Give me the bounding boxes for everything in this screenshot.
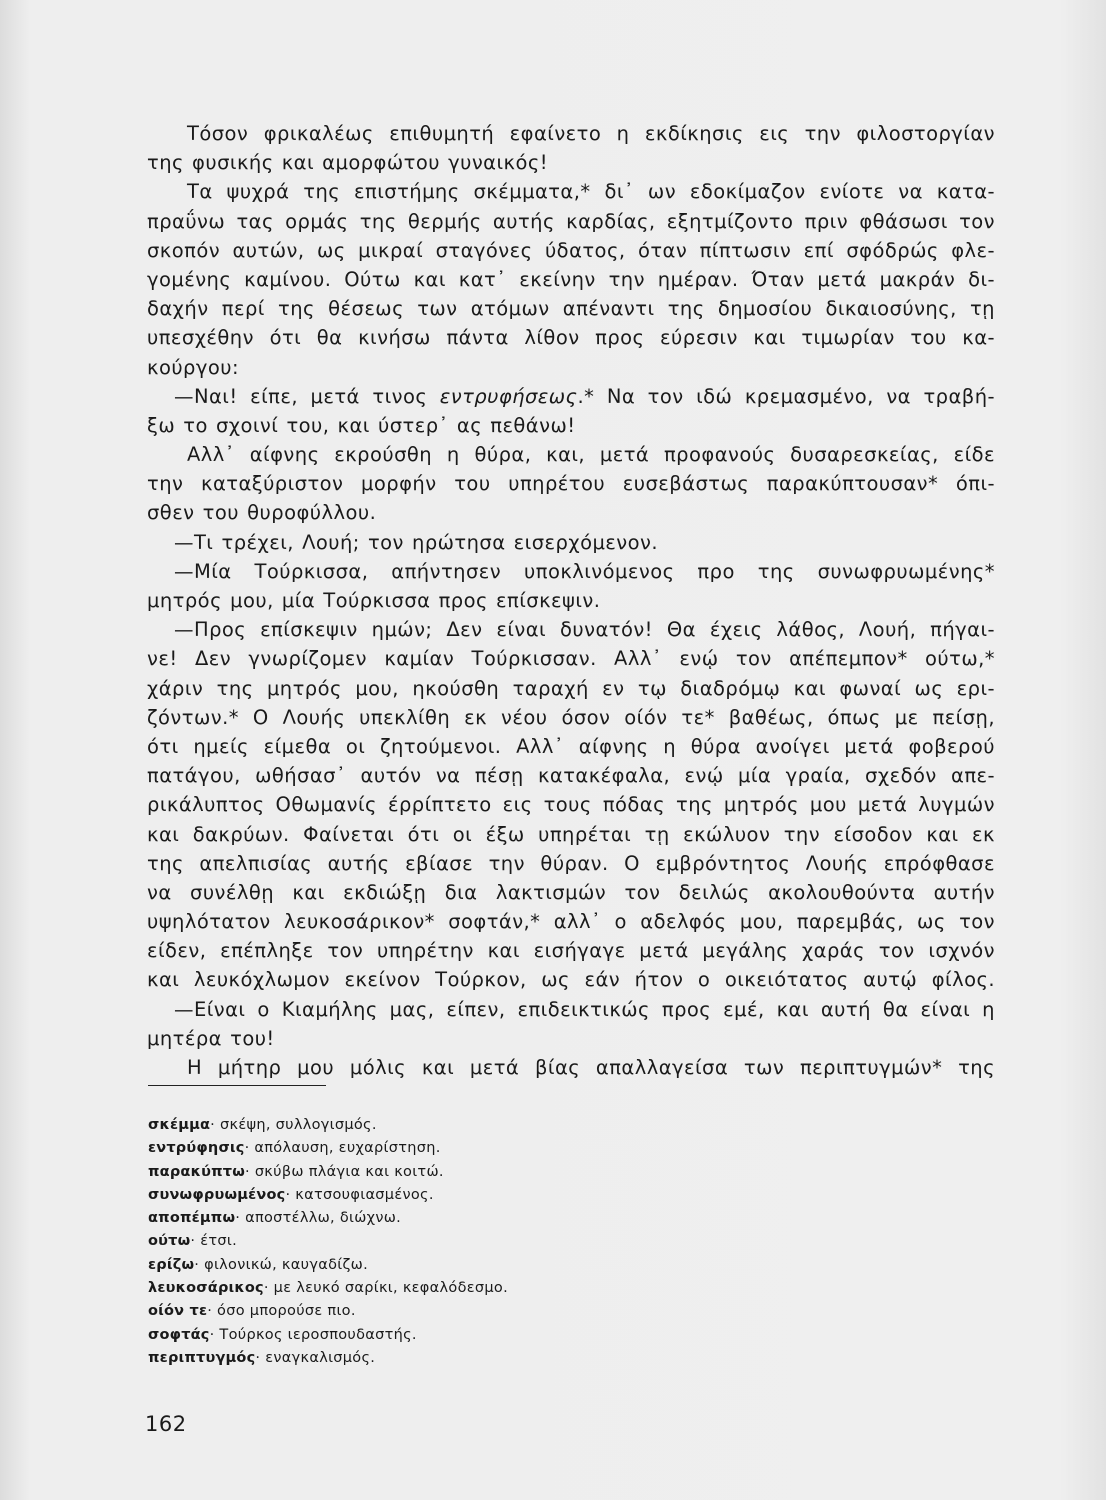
footnote-term: εντρύφησις	[148, 1140, 245, 1157]
text-line: —Προς επίσκεψιν ημών; Δεν είναι δυνατόν! Θα έχεις λάθος, Λουή, πήγαι-	[174, 618, 995, 642]
text-line	[147, 382, 995, 411]
text-line: ξω το σχοινί του, και ύστερ᾽ ας πεθάνω!	[147, 413, 576, 437]
footnote-definition: · Τούρκος ιεροσπουδαστής.	[209, 1326, 417, 1343]
text-line: —Μία Τούρκισσα, απήντησεν υποκλινόμενος προ της συνωφρυωμένης*	[174, 559, 995, 583]
footnote-definition: · φιλονικώ, καυγαδίζω.	[194, 1256, 368, 1273]
footnote-entry	[148, 1347, 748, 1370]
footnote-term: οίόν τε	[148, 1303, 208, 1320]
footnote-term: σκέμμα	[148, 1117, 211, 1133]
footnote-definition: · σκύβω πλάγια και κοιτώ.	[245, 1163, 444, 1180]
footnote-definition: · απόλαυση, ευχαρίστηση.	[244, 1140, 441, 1157]
text-line: —Είναι ο Κιαμήλης μας, είπεν, επιδεικτικώς προς εμέ, και αυτή θα είναι η	[174, 997, 995, 1021]
footnote-definition: · σκέψη, συλλογισμός.	[210, 1117, 377, 1133]
footnote-term: ούτω	[148, 1233, 191, 1250]
footnote-definition: · με λευκό σαρίκι, κεφαλόδεσμο.	[263, 1280, 508, 1297]
footnote-entry	[148, 1207, 748, 1230]
text-line: πατάγου, ωθήσασ᾽ αυτόν να πέσῃ κατακέφαλα, ενῴ μία γραία, σχεδόν απε-	[147, 764, 995, 788]
text-segment: —Ναι! είπε, μετά τινος	[174, 384, 440, 408]
footnotes-glossary	[148, 1114, 748, 1370]
text-line: σθεν του θυροφύλλου.	[147, 501, 377, 525]
footnote-term: ερίζω	[148, 1256, 195, 1273]
text-line: δαχήν περί της θέσεως των ατόμων απέναντι της δημοσίου δικαιοσύνης, τῃ	[147, 297, 995, 321]
footnote-term: σοφτάς	[148, 1326, 210, 1343]
text-segment: .* Να τον ιδώ κρεμασμένο, να τραβή-	[577, 384, 996, 408]
text-line: χάριν της μητρός μου, ηκούσθη ταραχή εν τῳ διαδρόμῳ και φωναί ως ερι-	[147, 676, 995, 700]
footnote-definition: · έτσι.	[190, 1233, 238, 1250]
footnote-term: αποπέμπω	[148, 1210, 236, 1227]
text-line: σκοπόν αυτών, ως μικραί σταγόνες ύδατος, όταν πίπτωσιν επί σφόδρώς φλε-	[147, 238, 995, 262]
italic-word: εντρυφήσεως	[439, 384, 578, 408]
text-line: μητρός μου, μία Τούρκισσα προς επίσκεψιν.	[147, 589, 601, 612]
footnote-term: περιπτυγμός	[148, 1349, 256, 1366]
text-line: ζόντων.* Ο Λουής υπεκλίθη εκ νέου όσον οίόν τε* βαθέως, όπως με πείσῃ,	[147, 705, 995, 729]
text-line: νε! Δεν γνωρίζομεν καμίαν Τούρκισσαν. Αλλ᾽ ενῴ τον απέπεμπον* ούτω,*	[147, 647, 995, 671]
footnote-entry	[148, 1300, 748, 1323]
text-line: Η μήτηρ μου μόλις και μετά βίας απαλλαγείσα των περιπτυγμών* της	[187, 1056, 995, 1079]
footnote-definition: · κατσουφιασμένος.	[285, 1186, 434, 1203]
footnote-definition: · όσο μπορούσε πιο.	[207, 1303, 356, 1320]
text-line: της φυσικής και αμορφώτου γυναικός!	[147, 151, 549, 175]
text-line: Τα ψυχρά της επιστήμης σκέμματα,* δι᾽ ων εδοκίμαζον ενίοτε να κατα-	[187, 180, 995, 204]
footnote-entry	[148, 1137, 748, 1160]
footnote-definition: · εναγκαλισμός.	[255, 1349, 376, 1366]
footnote-separator-rule	[148, 1085, 326, 1086]
footnote-entry	[148, 1184, 748, 1207]
footnote-entry	[148, 1277, 748, 1300]
text-line: πραΰνω τας ορμάς της θερμής αυτής καρδίας, εξητμίζοντο πριν φθάσωσι τον	[147, 209, 995, 233]
text-line: ρικάλυπτος Οθωμανίς έρρίπτετο εις τους πόδας της μητρός μου μετά λυγμών	[147, 793, 995, 817]
text-line: μητέρα του!	[147, 1026, 275, 1050]
footnote-term: λευκοσάρικος	[148, 1280, 264, 1297]
text-line: και λευκόχλωμον εκείνον Τούρκον, ως εάν ήτον ο οικειότατος αυτῴ φίλος.	[147, 968, 995, 992]
footnote-term: συνωφρυωμένος	[148, 1186, 286, 1203]
text-line: υπεσχέθην ότι θα κινήσω πάντα λίθον προς εύρεσιν και τιμωρίαν του κα-	[147, 326, 995, 350]
footnote-term: παρακύπτω	[148, 1163, 245, 1180]
footnote-entry	[148, 1230, 748, 1253]
text-line: ότι ημείς είμεθα οι ζητούμενοι. Αλλ᾽ αίφνης η θύρα ανοίγει μετά φοβερού	[147, 734, 995, 758]
text-line: Τόσον φρικαλέως επιθυμητή εφαίνετο η εκδίκησις εις την φιλοστοργίαν	[187, 122, 995, 145]
text-line: —Τι τρέχει, Λουή; τον ηρώτησα εισερχόμενον.	[174, 530, 659, 554]
text-line: της απελπισίας αυτής εβίασε την θύραν. Ο εμβρόντητος Λουής επρόφθασε	[147, 851, 995, 875]
footnote-entry	[148, 1254, 748, 1277]
text-line: γομένης καμίνου. Ούτω και κατ᾽ εκείνην την ημέραν. Όταν μετά μακράν δι-	[147, 267, 995, 291]
text-line: είδεν, επέπληξε τον υπηρέτην και εισήγαγε μετά μεγάλης χαράς τον ισχνόν	[147, 939, 995, 963]
footnote-definition: · αποστέλλω, διώχνω.	[235, 1210, 402, 1227]
text-line: και δακρύων. Φαίνεται ότι οι έξω υπηρέται τῃ εκώλυον την είσοδον και εκ	[147, 822, 995, 846]
text-line: την καταξύριστον μορφήν του υπηρέτου ευσεβάστως παρακύπτουσαν* όπι-	[147, 472, 995, 496]
page-number: 162	[145, 1412, 187, 1436]
text-line: υψηλότατον λευκοσάρικον* σοφτάν,* αλλ᾽ ο αδελφός μου, παρεμβάς, ως τον	[147, 910, 995, 934]
text-line: Αλλ᾽ αίφνης εκρούσθη η θύρα, και, μετά προφανούς δυσαρεσκείας, είδε	[187, 443, 995, 467]
footnote-entry	[148, 1161, 748, 1184]
main-text-column	[147, 119, 995, 1082]
text-line: κούργου:	[147, 355, 240, 379]
text-line: να συνέλθῃ και εκδιώξῃ δια λακτισμών τον δειλώς ακολουθούντα αυτήν	[147, 880, 995, 904]
footnote-entry	[148, 1324, 748, 1347]
footnote-entry	[148, 1114, 748, 1137]
